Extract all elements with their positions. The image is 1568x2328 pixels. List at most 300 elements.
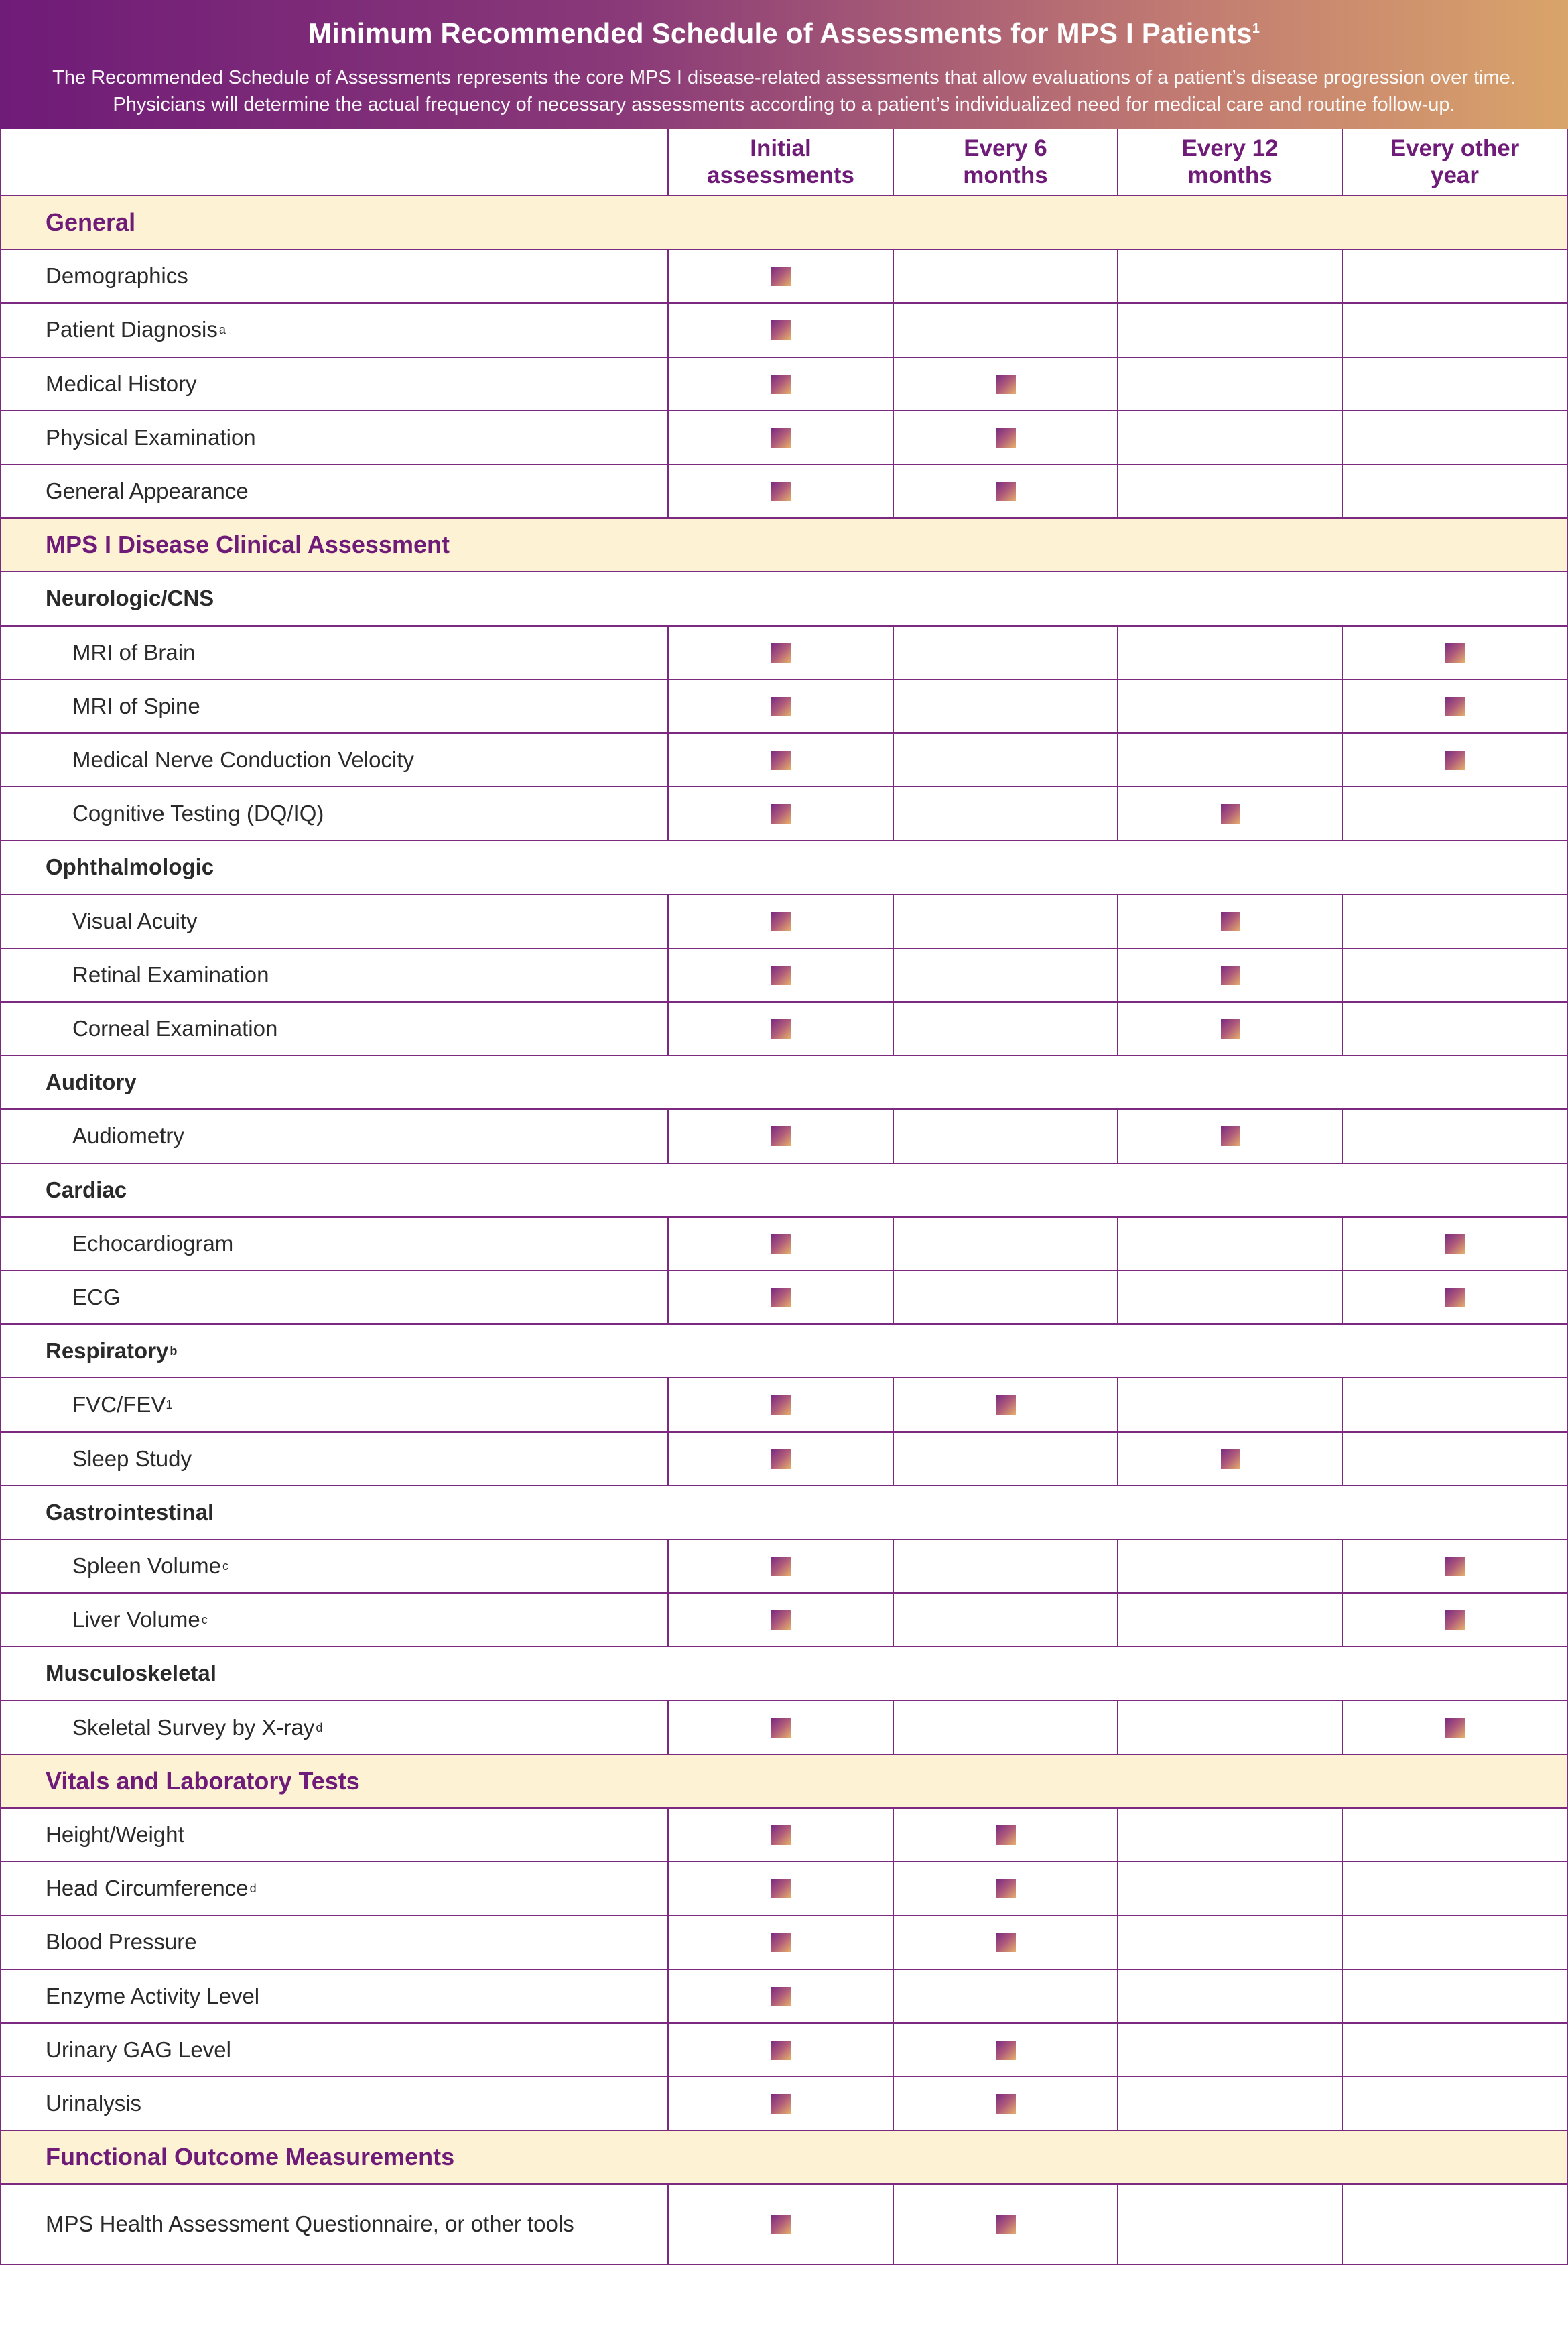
frequency-cell — [1343, 1916, 1568, 1969]
schedule-mark-icon — [1445, 1718, 1465, 1738]
assessment-row — [0, 1540, 1568, 1594]
subsection-text: Cardiac — [46, 1177, 127, 1202]
assessment-label: FVC/FEV 1 — [72, 1392, 173, 1417]
frequency-cell — [1343, 465, 1568, 519]
frequency-cell — [669, 627, 894, 680]
assessment-cell — [0, 1594, 669, 1647]
assessment-label — [72, 787, 324, 840]
schedule-mark-icon — [1445, 751, 1465, 770]
frequency-cell — [669, 1862, 894, 1916]
assessment-text: Patient Diagnosis — [46, 317, 218, 342]
frequency-cell — [669, 1916, 894, 1969]
frequency-cell — [894, 1378, 1118, 1432]
assessment-label: Spleen Volume c — [72, 1553, 228, 1579]
assessment-cell — [0, 1970, 669, 2024]
frequency-cell — [1118, 680, 1343, 734]
assessment-schedule-table — [0, 129, 1568, 2328]
schedule-mark-icon — [996, 1933, 1016, 1952]
schedule-mark-icon — [1445, 1557, 1465, 1576]
assessment-text: Urinary GAG Level — [46, 2036, 231, 2062]
frequency-cell — [669, 787, 894, 841]
frequency-cell — [1343, 1809, 1568, 1862]
assessment-row — [0, 949, 1568, 1003]
frequency-cell — [1343, 734, 1568, 787]
frequency-cell — [1343, 2185, 1568, 2265]
frequency-cell — [894, 627, 1118, 680]
assessment-text: Head Circumference — [46, 1876, 249, 1901]
assessment-cell — [0, 1378, 669, 1432]
frequency-cell — [1343, 1271, 1568, 1325]
frequency-cell — [1118, 2077, 1343, 2131]
frequency-cell — [894, 895, 1118, 949]
schedule-mark-icon — [1221, 912, 1240, 931]
frequency-cell — [1118, 627, 1343, 680]
frequency-cell — [669, 465, 894, 519]
frequency-cell — [894, 1110, 1118, 1163]
assessment-cell — [0, 1809, 669, 1862]
assessment-label — [46, 411, 256, 464]
schedule-mark-icon — [771, 1557, 791, 1576]
assessment-cell — [0, 627, 669, 680]
assessment-text: Audiometry — [72, 1123, 184, 1149]
frequency-cell — [669, 358, 894, 411]
frequency-cell — [894, 949, 1118, 1003]
frequency-cell — [894, 1594, 1118, 1647]
assessment-label — [72, 895, 198, 948]
schedule-mark-icon — [996, 2094, 1016, 2114]
frequency-cell — [1343, 1218, 1568, 1271]
assessment-label: Patient Diagnosis a — [46, 317, 226, 342]
frequency-cell — [894, 1433, 1118, 1486]
assessment-cell — [0, 129, 669, 196]
frequency-cell — [1118, 411, 1343, 465]
frequency-cell — [669, 1540, 894, 1594]
assessment-label — [72, 1433, 192, 1485]
assessment-text: Corneal Examination — [72, 1016, 278, 1041]
assessment-text: General Appearance — [46, 478, 249, 504]
assessment-row — [0, 1003, 1568, 1056]
assessment-label — [46, 1916, 197, 1968]
frequency-cell — [669, 1433, 894, 1486]
assessment-row — [0, 1271, 1568, 1325]
frequency-cell — [669, 1218, 894, 1271]
schedule-mark-icon — [771, 1019, 791, 1039]
frequency-cell — [1343, 787, 1568, 841]
frequency-cell — [1118, 2024, 1343, 2077]
assessment-text: Skeletal Survey by X-ray — [72, 1714, 315, 1740]
assessment-text: Spleen Volume — [72, 1553, 221, 1579]
schedule-mark-icon — [1445, 643, 1465, 663]
section-header — [0, 1755, 1568, 1809]
schedule-mark-icon — [771, 1825, 791, 1845]
assessment-cell — [0, 1003, 669, 1056]
description-line-2: Physicians will determine the actual frequency of necessary assessments according to a patient’s individualized need for medical care and routine follow-up. — [113, 94, 1455, 115]
assessment-row — [0, 2077, 1568, 2131]
frequency-cell — [1343, 1003, 1568, 1056]
frequency-cell — [894, 787, 1118, 841]
column-header-line: Every other — [1390, 135, 1520, 161]
column-header — [894, 129, 1118, 196]
assessment-text: Cognitive Testing (DQ/IQ) — [72, 801, 324, 826]
schedule-mark-icon — [771, 1879, 791, 1898]
frequency-cell — [669, 1809, 894, 1862]
assessment-row — [0, 1809, 1568, 1862]
frequency-cell — [1343, 1433, 1568, 1486]
assessment-cell — [0, 304, 669, 357]
frequency-cell — [1343, 411, 1568, 465]
assessment-cell — [0, 1110, 669, 1163]
schedule-mark-icon — [1221, 1449, 1240, 1469]
frequency-cell — [894, 411, 1118, 465]
assessment-cell — [0, 465, 669, 519]
subsection-title — [46, 1056, 137, 1108]
frequency-cell — [1118, 1594, 1343, 1647]
subsection-row — [0, 1647, 1568, 1701]
frequency-cell — [1118, 465, 1343, 519]
schedule-mark-icon — [1445, 1610, 1465, 1630]
frequency-cell — [669, 2185, 894, 2265]
assessment-text: FVC/FEV — [72, 1392, 166, 1417]
assessment-cell — [0, 2024, 669, 2077]
subsection-row — [0, 572, 1568, 626]
section-header — [0, 519, 1568, 572]
column-header-row — [0, 129, 1568, 196]
frequency-cell — [1118, 1970, 1343, 2024]
schedule-mark-icon — [996, 1825, 1016, 1845]
assessment-cell — [0, 411, 669, 465]
assessment-cell — [0, 1862, 669, 1916]
assessment-cell — [0, 1433, 669, 1486]
assessment-text: Blood Pressure — [46, 1929, 197, 1955]
assessment-text: Echocardiogram — [72, 1230, 234, 1256]
schedule-mark-icon — [996, 428, 1016, 448]
schedule-mark-icon — [996, 2041, 1016, 2060]
schedule-mark-icon — [771, 1449, 791, 1469]
assessment-label — [46, 2185, 574, 2264]
frequency-cell — [894, 1701, 1118, 1755]
subsection-title — [46, 1164, 127, 1216]
column-header-line: Every 12 — [1181, 135, 1279, 161]
frequency-cell — [669, 949, 894, 1003]
assessment-row — [0, 411, 1568, 465]
frequency-cell — [1343, 250, 1568, 304]
frequency-cell — [894, 2077, 1118, 2131]
schedule-mark-icon — [771, 1234, 791, 1254]
section-title: Functional Outcome Measurements — [46, 2143, 455, 2171]
schedule-mark-icon — [996, 482, 1016, 501]
assessment-row — [0, 1433, 1568, 1486]
schedule-mark-icon — [996, 2215, 1016, 2234]
assessment-text: MPS Health Assessment Questionnaire, or other tools — [46, 2211, 574, 2237]
assessment-label — [46, 2077, 141, 2130]
assessment-cell — [0, 2185, 669, 2265]
assessment-label — [72, 1003, 277, 1055]
frequency-cell — [669, 1003, 894, 1056]
schedule-description — [27, 64, 1541, 118]
frequency-cell — [894, 1003, 1118, 1056]
schedule-mark-icon — [996, 375, 1016, 394]
assessment-row — [0, 358, 1568, 411]
column-header-line: year — [1430, 162, 1480, 188]
assessment-row — [0, 250, 1568, 304]
frequency-cell — [1343, 2077, 1568, 2131]
column-header — [1118, 129, 1343, 196]
assessment-row — [0, 304, 1568, 357]
assessment-cell — [0, 895, 669, 949]
frequency-cell — [894, 680, 1118, 734]
schedule-mark-icon — [1221, 1019, 1240, 1039]
frequency-cell — [894, 734, 1118, 787]
assessment-label — [72, 680, 200, 732]
frequency-cell — [669, 1594, 894, 1647]
column-header-line: assessments — [707, 162, 854, 188]
schedule-mark-icon — [771, 1718, 791, 1738]
assessment-text: Enzyme Activity Level — [46, 1983, 260, 2008]
assessment-row — [0, 627, 1568, 680]
frequency-cell — [894, 1970, 1118, 2024]
assessment-text: Liver Volume — [72, 1607, 200, 1632]
assessment-label — [46, 465, 249, 517]
column-header-line: Every 6 — [964, 135, 1047, 161]
assessment-label — [46, 1809, 184, 1861]
frequency-cell — [1118, 1809, 1343, 1862]
schedule-mark-icon — [771, 2215, 791, 2234]
frequency-cell — [894, 1540, 1118, 1594]
schedule-mark-icon — [771, 428, 791, 448]
frequency-cell — [669, 1701, 894, 1755]
frequency-cell — [894, 1809, 1118, 1862]
subsection-text: Auditory — [46, 1070, 137, 1095]
frequency-cell — [669, 1110, 894, 1163]
assessment-cell — [0, 1701, 669, 1755]
frequency-cell — [669, 250, 894, 304]
subsection-title: Respiratory b — [46, 1338, 178, 1364]
subsection-row — [0, 841, 1568, 895]
assessment-label — [72, 627, 195, 679]
schedule-mark-icon — [771, 804, 791, 824]
assessment-row — [0, 787, 1568, 841]
frequency-cell — [1118, 358, 1343, 411]
schedule-mark-icon — [1445, 1234, 1465, 1254]
frequency-cell — [669, 411, 894, 465]
title-footnote-ref: 1 — [1252, 21, 1260, 36]
frequency-cell — [1343, 1862, 1568, 1916]
schedule-mark-icon — [1221, 966, 1240, 985]
assessment-text: Medical Nerve Conduction Velocity — [72, 747, 414, 773]
frequency-cell — [1118, 1003, 1343, 1056]
frequency-cell — [669, 1970, 894, 2024]
assessment-cell — [0, 734, 669, 787]
frequency-cell — [1343, 949, 1568, 1003]
frequency-cell — [894, 465, 1118, 519]
frequency-cell — [1118, 734, 1343, 787]
frequency-cell — [1118, 1110, 1343, 1163]
subsection-text: Gastrointestinal — [46, 1499, 214, 1525]
assessment-label — [46, 358, 197, 410]
subsection-row — [0, 1486, 1568, 1540]
assessment-row — [0, 1594, 1568, 1647]
column-header-line: months — [963, 162, 1048, 188]
frequency-cell — [1118, 1433, 1343, 1486]
column-header — [1343, 129, 1568, 196]
subsection-row — [0, 1164, 1568, 1218]
assessment-text: ECG — [72, 1285, 121, 1310]
frequency-cell — [894, 304, 1118, 357]
column-header-line: months — [1187, 162, 1272, 188]
assessment-cell — [0, 680, 669, 734]
schedule-mark-icon — [771, 267, 791, 286]
assessment-label — [72, 949, 269, 1001]
assessment-cell — [0, 1218, 669, 1271]
frequency-cell — [1118, 304, 1343, 357]
subsection-title — [46, 1647, 216, 1699]
frequency-cell — [669, 680, 894, 734]
frequency-cell — [1118, 1916, 1343, 1969]
assessment-label — [46, 250, 188, 302]
section-title: General — [46, 208, 136, 237]
schedule-mark-icon — [771, 643, 791, 663]
assessment-cell — [0, 1540, 669, 1594]
schedule-mark-icon — [771, 482, 791, 501]
frequency-cell — [1343, 895, 1568, 949]
schedule-mark-icon — [771, 2041, 791, 2060]
frequency-cell — [1118, 1701, 1343, 1755]
frequency-cell — [1118, 949, 1343, 1003]
schedule-mark-icon — [996, 1395, 1016, 1415]
column-header — [669, 129, 894, 196]
frequency-cell — [894, 2024, 1118, 2077]
assessment-row — [0, 2024, 1568, 2077]
frequency-cell — [1118, 1218, 1343, 1271]
assessment-label: Liver Volume c — [72, 1607, 208, 1632]
assessment-text: MRI of Brain — [72, 639, 196, 665]
frequency-cell — [1343, 358, 1568, 411]
assessment-label: Head Circumference d — [46, 1876, 257, 1901]
section-header — [0, 2131, 1568, 2185]
assessment-label — [46, 2024, 231, 2076]
assessment-label — [72, 1271, 121, 1323]
section-title: Vitals and Laboratory Tests — [46, 1766, 360, 1795]
schedule-mark-icon — [771, 320, 791, 340]
section-title: MPS I Disease Clinical Assessment — [46, 531, 450, 559]
frequency-cell — [1118, 1862, 1343, 1916]
schedule-mark-icon — [771, 1610, 791, 1630]
subsection-text: Ophthalmologic — [46, 854, 214, 880]
assessment-text: Visual Acuity — [72, 908, 198, 933]
subsection-title — [46, 572, 214, 625]
frequency-cell — [669, 734, 894, 787]
schedule-mark-icon — [996, 1879, 1016, 1898]
assessment-row — [0, 465, 1568, 519]
frequency-cell — [669, 2077, 894, 2131]
subsection-text: Musculoskeletal — [46, 1661, 216, 1686]
frequency-cell — [669, 304, 894, 357]
frequency-cell — [669, 1271, 894, 1325]
assessment-row — [0, 1862, 1568, 1916]
schedule-mark-icon — [771, 1987, 791, 2006]
schedule-mark-icon — [771, 751, 791, 770]
frequency-cell — [894, 2185, 1118, 2265]
frequency-cell — [1118, 2185, 1343, 2265]
schedule-mark-icon — [1445, 1288, 1465, 1307]
subsection-row — [0, 1056, 1568, 1110]
assessment-text: Sleep Study — [72, 1445, 192, 1471]
assessment-cell — [0, 787, 669, 841]
assessment-cell — [0, 949, 669, 1003]
frequency-cell — [669, 895, 894, 949]
description-line-1: The Recommended Schedule of Assessments represents the core MPS I disease-related assessments that allow evaluations of a patient’s disease progression over time. — [52, 67, 1516, 88]
assessment-text: Retinal Examination — [72, 962, 269, 987]
subsection-title — [46, 1486, 214, 1539]
frequency-cell — [1343, 1378, 1568, 1432]
assessment-cell — [0, 2077, 669, 2131]
assessment-row — [0, 1970, 1568, 2024]
schedule-mark-icon — [1445, 697, 1465, 716]
section-header — [0, 196, 1568, 250]
frequency-cell — [1118, 1271, 1343, 1325]
assessment-label — [72, 734, 414, 786]
assessment-row — [0, 895, 1568, 949]
assessment-label — [72, 1110, 184, 1162]
assessment-cell — [0, 250, 669, 304]
assessment-label: Skeletal Survey by X-ray d — [72, 1714, 323, 1740]
assessment-cell — [0, 1916, 669, 1969]
assessment-row — [0, 1218, 1568, 1271]
assessment-row — [0, 1916, 1568, 1969]
subsection-title — [46, 841, 214, 893]
page-title: Minimum Recommended Schedule of Assessments for MPS I Patients$^1$ — [308, 17, 1260, 49]
assessment-text: Physical Examination — [46, 424, 256, 450]
frequency-cell — [894, 1218, 1118, 1271]
frequency-cell — [1343, 1540, 1568, 1594]
assessment-label — [46, 1970, 259, 2022]
schedule-mark-icon — [1221, 804, 1240, 824]
schedule-mark-icon — [771, 2094, 791, 2114]
frequency-cell — [894, 250, 1118, 304]
frequency-cell — [1343, 304, 1568, 357]
frequency-cell — [1118, 1540, 1343, 1594]
frequency-cell — [669, 2024, 894, 2077]
frequency-cell — [894, 1862, 1118, 1916]
assessment-row — [0, 1110, 1568, 1163]
frequency-cell — [1118, 787, 1343, 841]
frequency-cell — [1343, 1701, 1568, 1755]
schedule-mark-icon — [771, 1395, 791, 1415]
assessment-cell — [0, 358, 669, 411]
frequency-cell — [1343, 680, 1568, 734]
frequency-cell — [1343, 1594, 1568, 1647]
column-header-line: Initial — [750, 135, 811, 161]
frequency-cell — [894, 1916, 1118, 1969]
frequency-cell — [1343, 627, 1568, 680]
assessment-row — [0, 2185, 1568, 2265]
schedule-mark-icon — [771, 966, 791, 985]
assessment-text: MRI of Spine — [72, 693, 200, 718]
assessment-text: Height/Weight — [46, 1822, 184, 1848]
subsection-row — [0, 1325, 1568, 1378]
assessment-text: Medical History — [46, 371, 197, 396]
frequency-cell — [669, 1378, 894, 1432]
schedule-mark-icon — [771, 375, 791, 394]
frequency-cell — [894, 358, 1118, 411]
subsection-text: Respiratory — [46, 1338, 169, 1364]
schedule-mark-icon — [1221, 1126, 1240, 1146]
assessment-row — [0, 1701, 1568, 1755]
assessment-text: Urinalysis — [46, 2091, 142, 2116]
assessment-label — [72, 1218, 233, 1270]
schedule-mark-icon — [771, 912, 791, 931]
assessment-cell — [0, 1271, 669, 1325]
